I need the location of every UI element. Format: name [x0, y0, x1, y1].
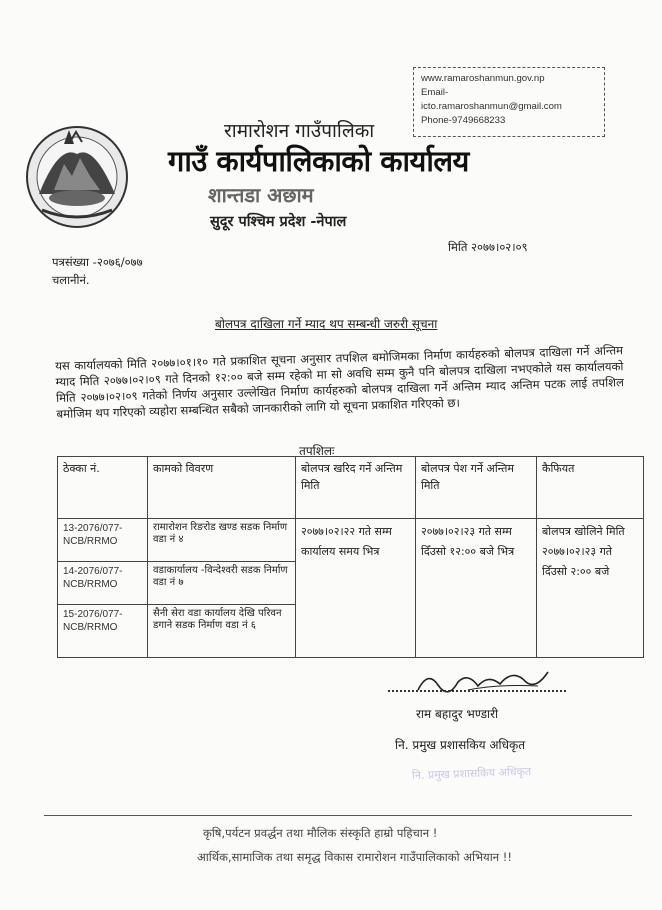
contract-number: 15-2076/077-NCB/RRMO — [58, 605, 148, 658]
email-link[interactable]: icto.ramaroshanmun@gmail.com — [421, 101, 562, 112]
footer-slogan-1: कृषि,पर्यटन प्रवर्द्धन तथा मौलिक संस्कृति हाम्रो पहिचान ! — [203, 826, 438, 840]
phone-number: Phone-9749668233 — [421, 115, 506, 126]
submission-deadline: २०७७।०२।२३ गते सम्म दिँउसो १२:०० बजे भित्र — [416, 519, 537, 658]
location-name: शान्तडा अछाम — [208, 183, 314, 207]
signature-scribble — [408, 660, 558, 700]
work-description: वडाकार्यालय -विन्देश्वरी सडक निर्माण वडा नं ७ — [148, 562, 296, 605]
faded-stamp: नि. प्रमुख प्रशासकिय अधिकृत — [411, 764, 532, 783]
contact-box — [413, 67, 605, 137]
footer-divider — [44, 815, 632, 816]
column-header-purchase-deadline: बोलपत्र खरिद गर्ने अन्तिम मिति — [296, 457, 416, 519]
letter-date: मिति २०७७।०२।०९ — [448, 240, 528, 254]
contract-number: 13-2076/077-NCB/RRMO — [58, 519, 148, 562]
email-label: Email- — [421, 87, 449, 98]
column-header-work: कामको विवरण — [148, 457, 296, 519]
column-header-remarks: कैफियत — [537, 457, 644, 519]
purchase-deadline: २०७७।०२।२२ गते सम्म कार्यालय समय भित्र — [296, 519, 416, 658]
notice-body: यस कार्यालयको मिति २०७७।०१।१० गते प्रकाशित सूचना अनुसार तपशिल बमोजिमका निर्माण कार्यहरुको बोलपत्र दाखिला गर्ने अन्तिम म्याद मिति २०७७।०२।०९ गते दिनको १२:०० बजे सम्म रहेको मा सो अवधि सम्म कुनै पनि बोलपत्र दाखिला नभएकोले यस कार्यालयको मिति २०७७।०२।०९ गतेको निर्णय अनुसार उल्लेखित निर्माण कार्यहरुको बोलपत्र दाखिला गर्ने अन्तिम म्याद अन्तिम पटक लाई तपशिल बमोजिम थप गरिएको व्यहोरा सम्बन्धित सबैको जानकारीको लागि यो सूचना प्रकाशित गरिएको छ। — [55, 343, 625, 421]
website-link[interactable]: www.ramaroshanmun.gov.np — [421, 73, 545, 84]
work-description: सैनी सेरा वडा कार्यालय देखि परिवन डगाने सडक निर्माण वडा नं ६ — [148, 605, 296, 658]
table-header-row — [58, 457, 644, 519]
work-description: रामारोशन रिङरोड खण्ड सडक निर्माण वडा नं ४ — [148, 519, 296, 562]
office-name: गाउँ कार्यपालिकाको कार्यालय — [168, 144, 469, 178]
province-name: सुदूर पश्चिम प्रदेश -नेपाल — [210, 214, 347, 230]
municipality-name: रामारोशन गाउँपालिका — [224, 120, 375, 142]
footer-slogan-2: आर्थिक,सामाजिक तथा समृद्ध विकास रामारोशन गाउँपालिकाको अभियान !! — [197, 850, 512, 864]
contract-number: 14-2076/077-NCB/RRMO — [58, 562, 148, 605]
signature-line — [388, 690, 566, 692]
tender-schedule-table — [57, 456, 644, 658]
column-header-submission-deadline: बोलपत्र पेश गर्ने अन्तिम मिति — [416, 457, 537, 519]
remarks: बोलपत्र खोलिने मिति २०७७।०२।२३ गते दिँउसो २:०० बजे — [537, 519, 644, 658]
reference-number: पत्रसंख्या -२०७६/०७७ — [52, 255, 143, 269]
table-row — [58, 519, 644, 562]
signatory-name: राम बहादुर भण्डारी — [416, 707, 499, 721]
table-title: तपशिलः — [299, 444, 335, 458]
column-header-contract: ठेक्का नं. — [58, 457, 148, 519]
dispatch-number: चलानीनं. — [52, 273, 90, 287]
notice-subject: बोलपत्र दाखिला गर्ने म्याद थप सम्बन्धी जरुरी सूचना — [215, 317, 438, 331]
signatory-title: नि. प्रमुख प्रशासकिय अधिकृत — [395, 738, 526, 752]
government-emblem-icon — [24, 124, 130, 230]
